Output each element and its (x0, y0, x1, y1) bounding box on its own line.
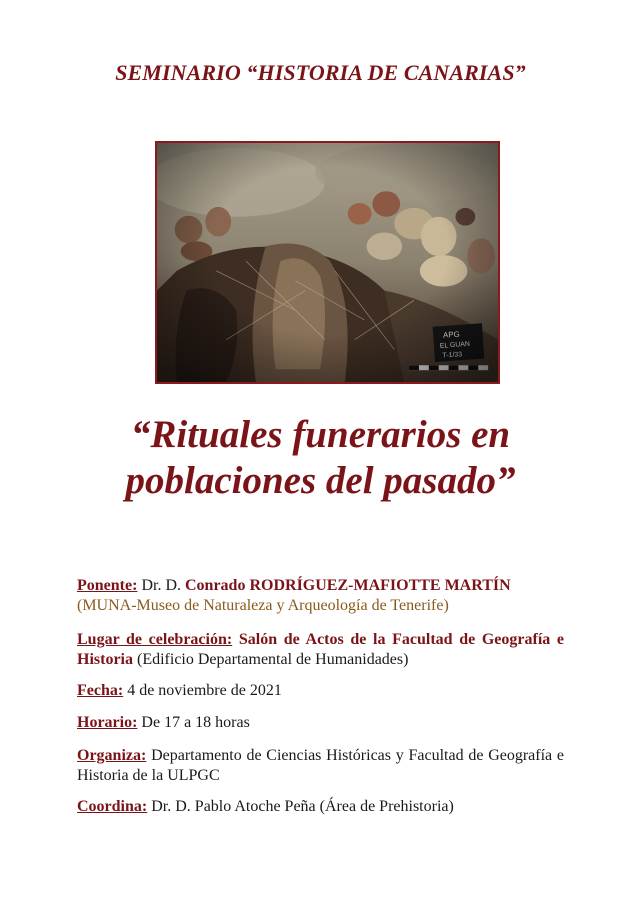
horario-label: Horario: (77, 714, 138, 731)
fecha-label: Fecha: (77, 682, 124, 699)
talk-title-line-2: poblaciones del pasado” (125, 459, 516, 502)
ponente-affiliation: (MUNA-Museo de Naturaleza y Arqueología de Tenerife) (77, 597, 449, 614)
lugar-block (77, 630, 564, 670)
ponente-block (77, 576, 564, 616)
series-title: SEMINARIO “HISTORIA DE CANARIAS” (115, 60, 526, 85)
lugar-detail: (Edificio Departamental de Humanidades) (137, 651, 409, 668)
talk-title-line-1: “Rituales funerarios en (130, 413, 511, 456)
lugar-label: Lugar de celebración: (77, 631, 233, 648)
coordina-value: Dr. D. Pablo Atoche Peña (Área de Prehistoria) (151, 798, 454, 815)
organiza-label: Organiza: (77, 747, 147, 764)
coordina-label: Coordina: (77, 798, 148, 815)
lugar-place: Salón de Actos de la Facultad de Geografía e Historia (77, 631, 565, 668)
burial-excavation-photo-icon (157, 143, 498, 382)
ponente-label: Ponente: (77, 577, 138, 594)
talk-title (0, 412, 641, 504)
coordina-block (77, 797, 564, 817)
horario-block (77, 713, 564, 733)
fecha-value: 4 de noviembre de 2021 (127, 682, 282, 699)
horario-value: De 17 a 18 horas (141, 714, 250, 731)
burial-photo (155, 141, 500, 384)
organiza-block (77, 746, 564, 786)
organiza-value: Departamento de Ciencias Históricas y Facultad de Geografía e Historia de la ULPGC (77, 747, 565, 784)
fecha-block (77, 681, 564, 701)
ponente-name: Conrado RODRÍGUEZ-MAFIOTTE MARTÍN (185, 577, 511, 594)
ponente-prefix: Dr. D. (141, 577, 181, 594)
